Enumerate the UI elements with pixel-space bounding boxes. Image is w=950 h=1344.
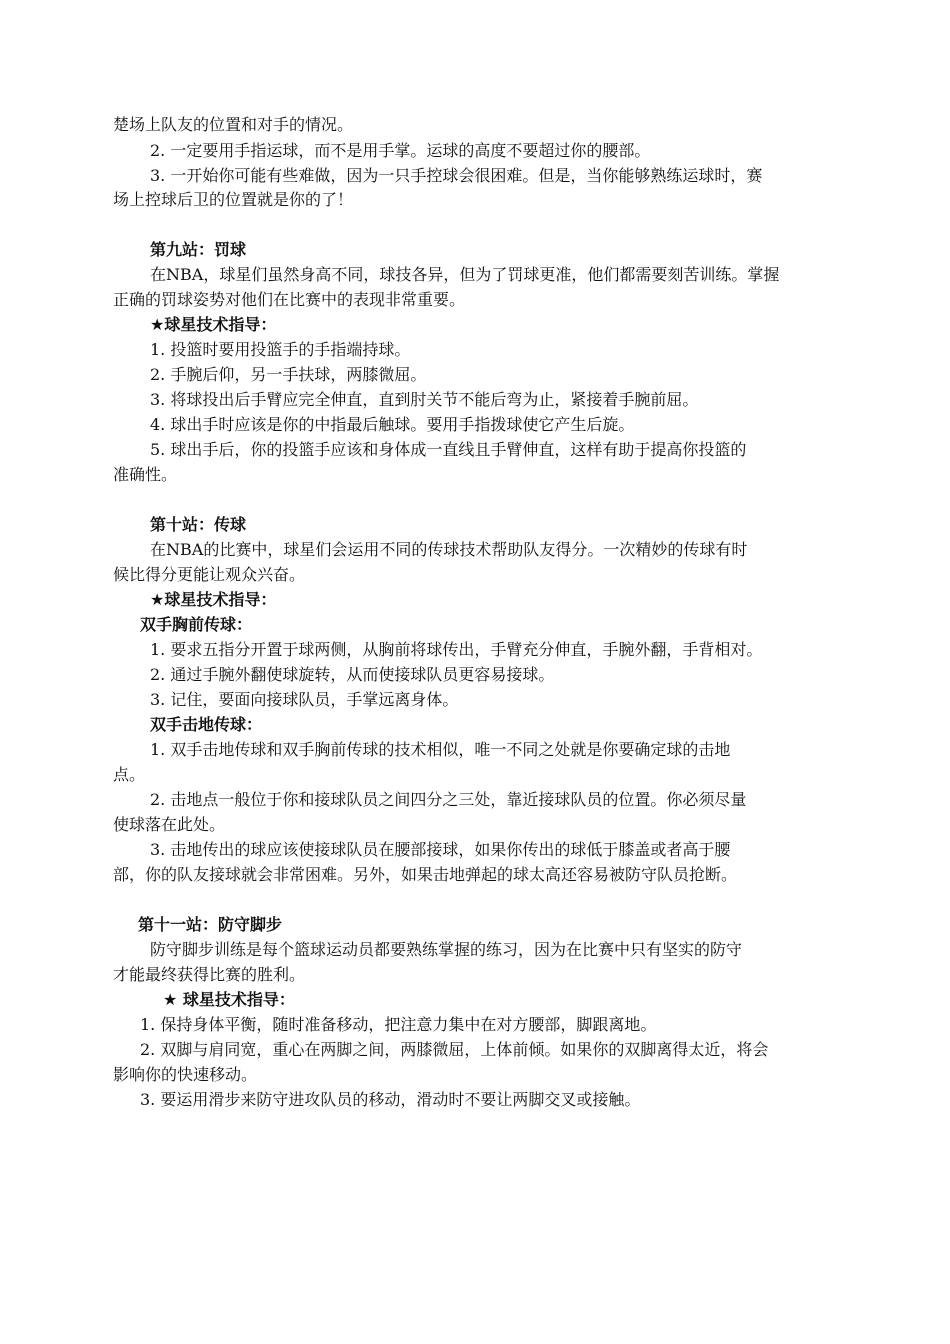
paragraph-line: 影响你的快速移动。: [113, 1065, 258, 1084]
list-item: 4. 球出手时应该是你的中指最后触球。要用手指拨球使它产生后旋。: [150, 415, 635, 434]
paragraph-line: 候比得分更能让观众兴奋。: [113, 565, 306, 584]
guide-heading: ★球星技术指导：: [150, 590, 277, 609]
paragraph-line: 楚场上队友的位置和对手的情况。: [113, 115, 354, 134]
list-item: 3. 击地传出的球应该使接球队员在腰部接球，如果你传出的球低于膝盖或者高于腰: [150, 840, 731, 859]
paragraph-line: 正确的罚球姿势对他们在比赛中的表现非常重要。: [113, 290, 466, 309]
section-heading-passing: 第十站：传球: [150, 515, 247, 534]
section-heading-free-throw: 第九站：罚球: [150, 240, 247, 259]
list-item: 1. 要求五指分开置于球两侧，从胸前将球传出，手臂充分伸直，手腕外翻，手背相对。: [150, 640, 763, 659]
paragraph-line: 在NBA，球星们虽然身高不同，球技各异，但为了罚球更准，他们都需要刻苦训练。掌握: [150, 265, 780, 284]
list-item: 2. 击地点一般位于你和接球队员之间四分之三处，靠近接球队员的位置。你必须尽量: [150, 790, 747, 809]
subheading-chest-pass: 双手胸前传球：: [140, 615, 253, 634]
list-item: 3. 要运用滑步来防守进攻队员的移动，滑动时不要让两脚交叉或接触。: [140, 1090, 641, 1109]
section-heading-defensive-footwork: 第十一站：防守脚步: [138, 915, 283, 934]
paragraph-line: 准确性。: [113, 465, 178, 484]
paragraph-line: 防守脚步训练是每个篮球运动员都要熟练掌握的练习，因为在比赛中只有坚实的防守: [150, 940, 743, 959]
paragraph-line: 部，你的队友接球就会非常困难。另外，如果击地弹起的球太高还容易被防守队员抢断。: [113, 865, 738, 884]
list-item: 3. 记住，要面向接球队员，手掌远离身体。: [150, 690, 459, 709]
list-item: 2. 一定要用手指运球，而不是用手掌。运球的高度不要超过你的腰部。: [150, 141, 651, 160]
list-item: 2. 手腕后仰，另一手扶球，两膝微屈。: [150, 365, 427, 384]
paragraph-line: 在NBA的比赛中，球星们会运用不同的传球技术帮助队友得分。一次精妙的传球有时: [150, 540, 748, 559]
list-item: 1. 投篮时要用投篮手的手指端持球。: [150, 340, 411, 359]
list-item: 3. 将球投出后手臂应完全伸直，直到肘关节不能后弯为止，紧接着手腕前屈。: [150, 390, 699, 409]
paragraph-line: 场上控球后卫的位置就是你的了！: [113, 190, 354, 209]
list-item: 5. 球出手后，你的投篮手应该和身体成一直线且手臂伸直，这样有助于提高你投篮的: [150, 440, 747, 459]
list-item: 2. 双脚与肩同宽，重心在两脚之间，两膝微屈，上体前倾。如果你的双脚离得太近，将会: [140, 1040, 769, 1059]
list-item: 2. 通过手腕外翻使球旋转，从而使接球队员更容易接球。: [150, 665, 555, 684]
list-item: 3. 一开始你可能有些难做，因为一只手控球会很困难。但是，当你能够熟练运球时，赛: [150, 166, 763, 185]
paragraph-line: 使球落在此处。: [113, 815, 226, 834]
guide-heading: ★球星技术指导：: [150, 315, 277, 334]
paragraph-line: 才能最终获得比赛的胜利。: [113, 965, 306, 984]
list-item: 1. 保持身体平衡，随时准备移动，把注意力集中在对方腰部，脚跟离地。: [140, 1015, 657, 1034]
paragraph-line: 点。: [113, 765, 146, 784]
subheading-bounce-pass: 双手击地传球：: [150, 715, 263, 734]
list-item: 1. 双手击地传球和双手胸前传球的技术相似，唯一不同之处就是你要确定球的击地: [150, 740, 731, 759]
guide-heading: ★ 球星技术指导：: [163, 990, 295, 1009]
